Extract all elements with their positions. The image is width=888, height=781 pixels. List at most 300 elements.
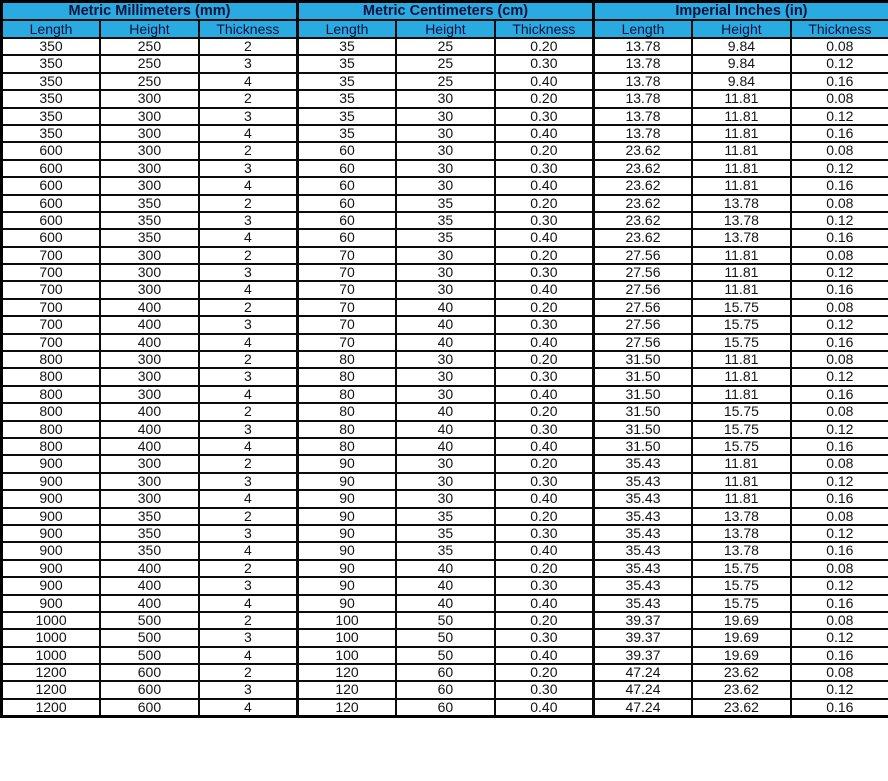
table-cell: 0.08 [791,351,888,368]
table-cell: 1000 [2,629,101,646]
table-row [2,647,888,664]
table-cell: 350 [100,542,199,559]
table-cell: 30 [396,264,495,281]
table-cell: 0.30 [495,681,594,698]
column-header-row [2,20,888,38]
table-cell: 39.37 [593,629,692,646]
table-cell: 0.16 [791,229,888,246]
table-cell: 40 [396,560,495,577]
table-cell: 350 [100,212,199,229]
table-cell: 4 [199,334,298,351]
table-cell: 35.43 [593,595,692,612]
table-cell: 19.69 [692,647,791,664]
table-cell: 0.30 [495,55,594,72]
table-cell: 90 [297,455,396,472]
table-cell: 4 [199,542,298,559]
table-cell: 400 [100,334,199,351]
table-cell: 0.08 [791,299,888,316]
table-cell: 900 [2,508,101,525]
table-cell: 35.43 [593,508,692,525]
table-cell: 100 [297,647,396,664]
table-row [2,699,888,717]
table-cell: 3 [199,212,298,229]
table-row [2,438,888,455]
table-cell: 80 [297,368,396,385]
table-cell: 60 [297,229,396,246]
table-row [2,334,888,351]
table-row [2,177,888,194]
table-cell: 300 [100,455,199,472]
table-cell: 11.81 [692,386,791,403]
table-cell: 13.78 [692,212,791,229]
table-cell: 100 [297,612,396,629]
table-cell: 9.84 [692,55,791,72]
table-cell: 2 [199,664,298,681]
table-row [2,595,888,612]
table-cell: 0.16 [791,595,888,612]
table-cell: 11.81 [692,455,791,472]
table-row [2,368,888,385]
column-header-cm-length: Length [297,20,396,38]
table-cell: 47.24 [593,681,692,698]
table-row [2,421,888,438]
table-cell: 700 [2,264,101,281]
table-cell: 90 [297,490,396,507]
table-cell: 35 [297,125,396,142]
table-cell: 4 [199,73,298,90]
table-cell: 4 [199,699,298,717]
column-header-in-thickness: Thickness [791,20,888,38]
table-cell: 0.20 [495,612,594,629]
table-cell: 3 [199,264,298,281]
table-cell: 35 [396,525,495,542]
table-cell: 4 [199,177,298,194]
table-cell: 40 [396,403,495,420]
table-cell: 35.43 [593,473,692,490]
table-cell: 0.20 [495,142,594,159]
table-cell: 800 [2,403,101,420]
table-cell: 500 [100,612,199,629]
table-cell: 25 [396,73,495,90]
table-row [2,455,888,472]
table-cell: 11.81 [692,473,791,490]
table-cell: 250 [100,73,199,90]
table-cell: 11.81 [692,368,791,385]
table-cell: 600 [2,142,101,159]
table-cell: 350 [100,525,199,542]
table-cell: 23.62 [593,229,692,246]
table-cell: 3 [199,473,298,490]
table-cell: 3 [199,525,298,542]
table-cell: 60 [396,664,495,681]
table-cell: 9.84 [692,73,791,90]
table-cell: 3 [199,577,298,594]
group-header-metric-cm: Metric Centimeters (cm) [297,2,593,21]
table-cell: 15.75 [692,421,791,438]
table-cell: 31.50 [593,386,692,403]
table-cell: 30 [396,455,495,472]
table-cell: 30 [396,125,495,142]
table-cell: 35.43 [593,542,692,559]
table-cell: 700 [2,316,101,333]
table-cell: 30 [396,177,495,194]
table-cell: 800 [2,421,101,438]
table-cell: 0.16 [791,73,888,90]
table-cell: 60 [297,142,396,159]
table-cell: 2 [199,612,298,629]
table-cell: 300 [100,160,199,177]
table-row [2,386,888,403]
table-cell: 2 [199,403,298,420]
table-cell: 90 [297,508,396,525]
table-cell: 0.40 [495,386,594,403]
table-cell: 700 [2,334,101,351]
table-row [2,125,888,142]
table-cell: 0.30 [495,160,594,177]
table-row [2,281,888,298]
table-cell: 23.62 [593,212,692,229]
table-cell: 15.75 [692,595,791,612]
table-row [2,508,888,525]
table-cell: 9.84 [692,38,791,55]
table-cell: 300 [100,351,199,368]
table-cell: 30 [396,386,495,403]
table-cell: 0.40 [495,490,594,507]
table-cell: 0.30 [495,629,594,646]
table-cell: 500 [100,647,199,664]
table-cell: 0.12 [791,681,888,698]
table-cell: 0.08 [791,195,888,212]
table-cell: 350 [2,90,101,107]
table-cell: 1200 [2,699,101,717]
table-cell: 400 [100,316,199,333]
table-row [2,195,888,212]
table-cell: 900 [2,595,101,612]
table-cell: 60 [297,212,396,229]
table-row [2,160,888,177]
table-cell: 300 [100,177,199,194]
table-cell: 0.30 [495,473,594,490]
table-row [2,612,888,629]
group-header-imperial-in: Imperial Inches (in) [593,2,888,21]
table-cell: 13.78 [593,125,692,142]
table-cell: 600 [100,681,199,698]
table-cell: 600 [2,160,101,177]
table-cell: 30 [396,160,495,177]
table-cell: 90 [297,595,396,612]
table-cell: 600 [2,229,101,246]
table-cell: 30 [396,90,495,107]
table-cell: 60 [297,160,396,177]
table-cell: 250 [100,38,199,55]
table-cell: 300 [100,125,199,142]
table-row [2,664,888,681]
table-cell: 30 [396,473,495,490]
table-cell: 4 [199,490,298,507]
table-cell: 900 [2,560,101,577]
table-cell: 23.62 [692,699,791,717]
table-row [2,264,888,281]
table-cell: 0.08 [791,403,888,420]
table-cell: 2 [199,508,298,525]
table-cell: 1000 [2,647,101,664]
table-cell: 350 [2,108,101,125]
table-cell: 0.40 [495,125,594,142]
table-cell: 400 [100,560,199,577]
table-cell: 0.20 [495,195,594,212]
table-cell: 0.30 [495,316,594,333]
table-cell: 11.81 [692,281,791,298]
table-cell: 1200 [2,681,101,698]
table-cell: 4 [199,125,298,142]
table-cell: 40 [396,577,495,594]
table-cell: 3 [199,108,298,125]
table-cell: 30 [396,108,495,125]
table-cell: 35.43 [593,525,692,542]
table-cell: 0.12 [791,473,888,490]
table-cell: 500 [100,629,199,646]
table-cell: 0.12 [791,212,888,229]
table-cell: 800 [2,438,101,455]
table-cell: 0.40 [495,647,594,664]
table-row [2,108,888,125]
table-cell: 900 [2,525,101,542]
table-cell: 31.50 [593,438,692,455]
table-cell: 2 [199,38,298,55]
table-cell: 35.43 [593,490,692,507]
table-cell: 3 [199,55,298,72]
table-cell: 31.50 [593,351,692,368]
table-cell: 350 [2,73,101,90]
table-cell: 15.75 [692,334,791,351]
table-cell: 23.62 [593,142,692,159]
table-cell: 90 [297,542,396,559]
table-cell: 60 [297,177,396,194]
table-cell: 13.78 [692,542,791,559]
table-row [2,90,888,107]
table-cell: 35 [396,229,495,246]
table-cell: 70 [297,247,396,264]
table-cell: 35 [297,55,396,72]
table-row [2,473,888,490]
table-cell: 11.81 [692,264,791,281]
table-cell: 100 [297,629,396,646]
table-cell: 35 [396,212,495,229]
table-row [2,525,888,542]
group-header-metric-mm: Metric Millimeters (mm) [2,2,298,21]
table-cell: 900 [2,542,101,559]
table-cell: 27.56 [593,299,692,316]
table-cell: 35.43 [593,455,692,472]
table-cell: 11.81 [692,108,791,125]
table-cell: 31.50 [593,403,692,420]
table-cell: 40 [396,421,495,438]
table-cell: 60 [396,699,495,717]
table-cell: 300 [100,142,199,159]
table-cell: 4 [199,229,298,246]
table-cell: 23.62 [692,664,791,681]
table-cell: 35.43 [593,577,692,594]
table-cell: 15.75 [692,577,791,594]
table-cell: 27.56 [593,334,692,351]
table-cell: 25 [396,55,495,72]
table-cell: 35 [297,108,396,125]
table-cell: 0.12 [791,629,888,646]
table-cell: 0.08 [791,560,888,577]
table-cell: 600 [100,664,199,681]
table-cell: 15.75 [692,438,791,455]
table-cell: 0.12 [791,368,888,385]
table-cell: 3 [199,316,298,333]
table-cell: 400 [100,299,199,316]
table-cell: 70 [297,264,396,281]
table-cell: 0.20 [495,351,594,368]
table-cell: 80 [297,421,396,438]
table-cell: 15.75 [692,560,791,577]
table-cell: 0.08 [791,508,888,525]
table-cell: 0.12 [791,577,888,594]
table-cell: 11.81 [692,247,791,264]
table-cell: 4 [199,281,298,298]
table-cell: 35.43 [593,560,692,577]
table-cell: 400 [100,403,199,420]
table-cell: 0.16 [791,386,888,403]
table-cell: 39.37 [593,647,692,664]
table-cell: 31.50 [593,421,692,438]
table-cell: 700 [2,281,101,298]
table-cell: 0.30 [495,108,594,125]
table-cell: 0.08 [791,612,888,629]
table-cell: 19.69 [692,629,791,646]
table-cell: 300 [100,264,199,281]
table-cell: 350 [100,229,199,246]
table-cell: 0.40 [495,542,594,559]
table-cell: 50 [396,612,495,629]
group-header-row [2,2,888,21]
table-cell: 2 [199,90,298,107]
table-cell: 900 [2,490,101,507]
table-cell: 0.20 [495,508,594,525]
table-cell: 35 [396,508,495,525]
table-cell: 350 [2,125,101,142]
table-cell: 0.12 [791,55,888,72]
table-cell: 1000 [2,612,101,629]
table-cell: 0.40 [495,229,594,246]
table-cell: 3 [199,368,298,385]
table-cell: 0.16 [791,647,888,664]
table-cell: 350 [100,508,199,525]
table-cell: 0.16 [791,542,888,559]
table-cell: 300 [100,473,199,490]
table-cell: 35 [396,195,495,212]
table-cell: 27.56 [593,264,692,281]
table-cell: 23.62 [593,160,692,177]
table-cell: 15.75 [692,403,791,420]
table-cell: 0.12 [791,108,888,125]
table-cell: 60 [396,681,495,698]
table-cell: 400 [100,595,199,612]
table-cell: 0.30 [495,264,594,281]
table-cell: 70 [297,334,396,351]
table-cell: 15.75 [692,299,791,316]
table-cell: 350 [100,195,199,212]
table-cell: 30 [396,281,495,298]
table-cell: 0.40 [495,438,594,455]
table-cell: 600 [100,699,199,717]
table-cell: 40 [396,334,495,351]
table-cell: 0.40 [495,73,594,90]
table-cell: 700 [2,247,101,264]
table-row [2,577,888,594]
table-cell: 0.12 [791,264,888,281]
table-cell: 400 [100,577,199,594]
table-cell: 2 [199,195,298,212]
table-cell: 11.81 [692,490,791,507]
table-cell: 3 [199,629,298,646]
table-cell: 27.56 [593,316,692,333]
table-cell: 47.24 [593,699,692,717]
table-cell: 0.16 [791,177,888,194]
table-cell: 60 [297,195,396,212]
table-cell: 300 [100,108,199,125]
table-cell: 0.16 [791,125,888,142]
table-cell: 0.40 [495,595,594,612]
table-cell: 700 [2,299,101,316]
table-cell: 0.12 [791,421,888,438]
table-cell: 13.78 [692,195,791,212]
table-cell: 0.16 [791,334,888,351]
table-cell: 0.20 [495,403,594,420]
column-header-in-length: Length [593,20,692,38]
table-cell: 900 [2,473,101,490]
table-cell: 3 [199,160,298,177]
table-cell: 90 [297,525,396,542]
table-cell: 39.37 [593,612,692,629]
table-cell: 0.40 [495,699,594,717]
table-cell: 0.16 [791,490,888,507]
table-cell: 0.20 [495,455,594,472]
table-row [2,316,888,333]
column-header-cm-height: Height [396,20,495,38]
table-cell: 31.50 [593,368,692,385]
table-row [2,38,888,55]
table-row [2,681,888,698]
table-cell: 90 [297,473,396,490]
table-row [2,403,888,420]
table-cell: 0.08 [791,142,888,159]
table-cell: 900 [2,577,101,594]
table-cell: 70 [297,281,396,298]
table-cell: 30 [396,351,495,368]
table-cell: 15.75 [692,316,791,333]
table-cell: 0.30 [495,421,594,438]
table-cell: 600 [2,195,101,212]
table-cell: 3 [199,421,298,438]
table-body [2,38,888,717]
table-cell: 35 [297,73,396,90]
table-cell: 13.78 [593,108,692,125]
table-cell: 0.16 [791,438,888,455]
column-header-mm-length: Length [2,20,101,38]
table-cell: 120 [297,681,396,698]
table-cell: 0.30 [495,577,594,594]
table-cell: 80 [297,438,396,455]
table-cell: 11.81 [692,351,791,368]
table-row [2,229,888,246]
table-cell: 90 [297,577,396,594]
table-cell: 1200 [2,664,101,681]
table-cell: 80 [297,351,396,368]
